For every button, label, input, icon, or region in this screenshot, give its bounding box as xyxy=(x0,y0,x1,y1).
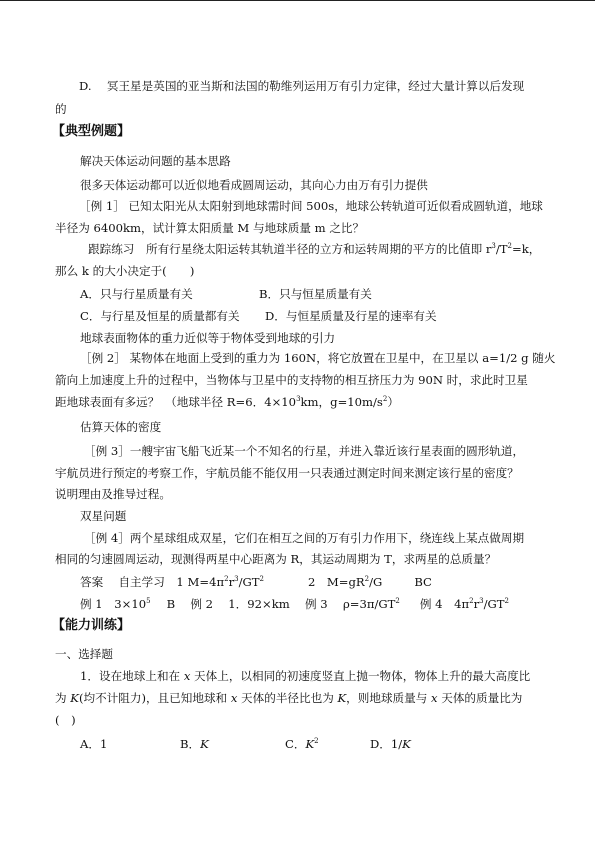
item-d-line2: 的 xyxy=(55,102,67,116)
intro-line-1: 解决天体运动问题的基本思路 xyxy=(80,154,231,168)
q1-text: 天体上，以相同的初速度竖直上抛一物体，物体上升的最大高度比 xyxy=(190,669,531,683)
follow-exp2: 2 xyxy=(507,242,512,251)
section-title-ability-training: 【能力训练】 xyxy=(52,618,131,633)
q1-opt-var: K xyxy=(402,737,411,751)
example2-line3 xyxy=(55,395,399,410)
follow-practice-line1 xyxy=(88,242,540,257)
binary-star-title: 双星问题 xyxy=(80,509,127,523)
q1-opt-text: D．1/ xyxy=(370,737,403,751)
question1-line3: ( ) xyxy=(55,713,76,727)
follow-practice-line2: 那么 k 的大小决定于( ) xyxy=(55,264,195,278)
option-d: D．与恒星质量及行星的速率有关 xyxy=(265,309,437,323)
q1-text: ，则地球质量与 xyxy=(346,691,431,705)
q1-text: (均不计阻力)，且已知地球和 xyxy=(78,691,231,705)
ex2-exp1: 3 xyxy=(296,395,301,404)
q1-opt-text: C． xyxy=(285,737,306,751)
question1-line1 xyxy=(80,669,530,684)
follow-end: =k， xyxy=(512,242,541,256)
answer-exp: 2 xyxy=(395,597,400,606)
q1-text: 为 xyxy=(55,691,71,705)
answer-exp: 3 xyxy=(234,575,239,584)
answer-text: 例 1 3×10 xyxy=(80,597,147,611)
top-border-line xyxy=(0,0,595,1)
ex2-text: 距地球表面有多远？ （地球半径 R=6．4×10 xyxy=(55,395,297,409)
ex2-exp2: 2 xyxy=(382,395,388,404)
q1-text: 1．设在地球上和在 xyxy=(80,669,184,683)
option-a: A．只与行星质量有关 xyxy=(80,287,193,301)
answer-exp: 3 xyxy=(479,597,484,606)
q1-opt-exp: 2 xyxy=(314,737,319,746)
example2-line2: 箭向上加速度上升的过程中，当物体与卫星中的支持物的相互挤压力为 90N 时，求此时卫星 xyxy=(55,373,528,387)
answer-exp: 2 xyxy=(364,575,370,584)
answer-text: BC xyxy=(414,575,432,589)
q1-var: K xyxy=(337,691,347,705)
q1-var: x xyxy=(431,691,438,705)
item-d-line1: D. 冥王星是英国的亚当斯和法国的勒维列运用万有引力定律，经过大量计算以后发现 xyxy=(79,79,525,93)
q1-opt-text: B． xyxy=(180,737,201,751)
answer-text: /GT xyxy=(483,597,505,611)
example3-line3: 说明理由及推导过程。 xyxy=(55,487,171,501)
answer-exp: 2 xyxy=(259,575,264,584)
answer-text: 例 4 4π xyxy=(419,597,470,611)
option-c: C．与行星及恒星的质量都有关 xyxy=(80,309,240,323)
example2-line1: ［例 2］ 某物体在地面上受到的重力为 160N，将它放置在卫星中，在卫星以 a=1/2 g 随火 xyxy=(80,351,556,365)
answer-text: 2 M=gR xyxy=(307,575,365,589)
question1-line2 xyxy=(55,691,522,706)
gravity-approx-line: 地球表面物体的重力近似等于物体受到地球的引力 xyxy=(80,331,336,345)
follow-text: 跟踪练习 所有行星绕太阳运转其轨道半径的立方和运转周期的平方的比值即 r xyxy=(88,242,492,256)
answer-exp: 2 xyxy=(469,597,474,606)
q1-option-a: A．1 xyxy=(80,737,108,751)
answers-line2 xyxy=(80,597,509,612)
q1-var: x xyxy=(230,691,238,705)
q1-var: K xyxy=(70,691,79,705)
example3-line1: ［例 3］一艘宇宙飞船飞近某一个不知名的行星，并进入靠近该行星表面的圆形轨道， xyxy=(84,444,525,458)
ex2-end: ） xyxy=(387,395,399,409)
answer-text: /GT xyxy=(238,575,260,589)
ex2-mid: km，g=10m/s xyxy=(300,395,383,409)
example1-line2: 半径为 6400km，试计算太阳质量 M 与地球质量 m 之比？ xyxy=(55,221,365,235)
section-title-typical-examples: 【典型例题】 xyxy=(52,124,131,139)
q1-option-b xyxy=(180,737,209,752)
follow-exp1: 3 xyxy=(491,242,496,251)
example4-line1: ［例 4］两个星球组成双星，它们在相互之间的万有引力作用下，绕连线上某点做周期 xyxy=(84,531,525,545)
answer-exp: 5 xyxy=(146,597,151,606)
answer-text: B 例 2 1．92×km 例 3 ρ=3π/GT xyxy=(166,597,396,611)
answer-text: 答案 自主学习 1 M=4π xyxy=(80,575,225,589)
q1-text: 天体的质量比为 xyxy=(437,691,523,705)
multiple-choice-heading: 一、选择题 xyxy=(55,647,113,661)
answers-line1 xyxy=(80,575,432,590)
q1-opt-var: K xyxy=(305,737,315,751)
option-b: B．只与恒星质量有关 xyxy=(259,287,372,301)
q1-option-c xyxy=(285,737,319,752)
q1-option-d xyxy=(370,737,411,752)
intro-line-2: 很多天体运动都可以近似地看成圆周运动，其向心力由万有引力提供 xyxy=(80,178,428,192)
example3-line2: 宇航员进行预定的考察工作，宇航员能不能仅用一只表通过测定时间来测定该行星的密度？ xyxy=(55,466,519,480)
q1-opt-var: K xyxy=(200,737,209,751)
answer-exp: 2 xyxy=(224,575,229,584)
q1-var: x xyxy=(183,669,191,683)
example1-line1: ［例 1］ 已知太阳光从太阳射到地球需时间 500s，地球公转轨道可近似看成圆轨道，地球 xyxy=(79,199,543,213)
answer-text: /G xyxy=(369,575,383,589)
follow-mid: /T xyxy=(495,242,508,256)
answer-exp: 2 xyxy=(504,597,509,606)
example4-line2: 相同的匀速圆周运动，现测得两星中心距离为 R，其运动周期为 T，求两星的总质量？ xyxy=(55,552,497,566)
answer-text: r xyxy=(228,575,235,589)
q1-text: 天体的半径比也为 xyxy=(237,691,338,705)
answer-text: r xyxy=(473,597,480,611)
density-title: 估算天体的密度 xyxy=(80,420,162,434)
